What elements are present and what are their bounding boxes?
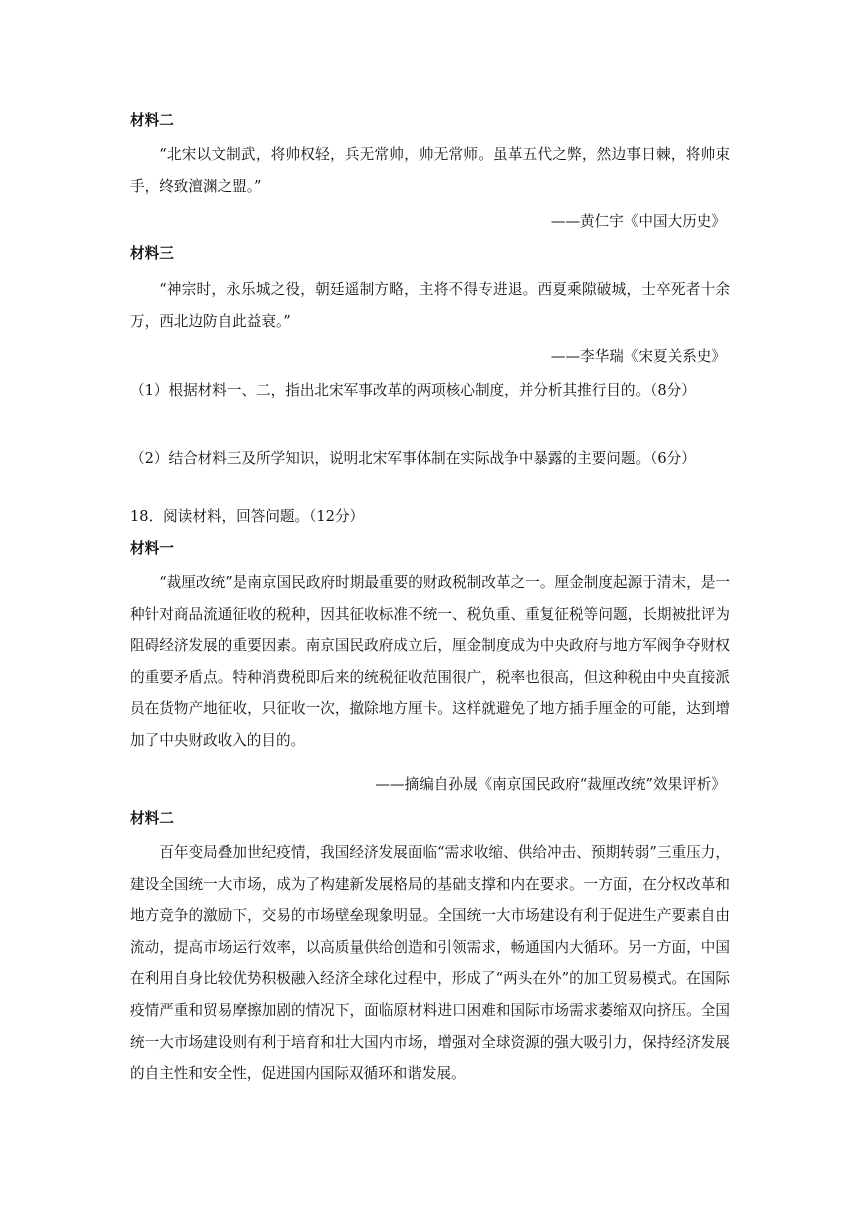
q18-material-1-text: “裁厘改统”是南京国民政府时期最重要的财政税制改革之一。厘金制度起源于清末，是一种针对商品流通征收的税种，因其征收标准不统一、税负重、重复征税等问题，长期被批评为阻碍经济发展的重要因素。南京国民政府成立后，厘金制度成为中央政府与地方军阀争夺财权的重要矛盾点。特种消费税即后来的统税征收范围很广，税率也很高，但这种税由中央直接派员在货物产地征收，只征收一次，撤除地方厘卡。这样就避免了地方插手厘金的可能，达到增加了中央财政收入的目的。 — [130, 574, 730, 749]
q18-material-2-heading: 材料二 — [130, 810, 174, 827]
material-3-text: “神宗时，永乐城之役，朝廷遥制方略，主将不得专进退。西夏乘隙破城，士卒死者十余万，西北边防自此益衰。” — [130, 281, 730, 330]
q18-material-1-heading: 材料一 — [130, 540, 174, 557]
question-17-1: （1）根据材料一、二，指出北宋军事改革的两项核心制度，并分析其推行目的。（8分） — [130, 382, 696, 399]
question-17-2: （2）结合材料三及所学知识，说明北宋军事体制在实际战争中暴露的主要问题。（6分） — [130, 450, 696, 467]
material-2-heading: 材料二 — [130, 112, 174, 129]
material-3-heading: 材料三 — [130, 245, 174, 262]
material-3-source: ——李华瑞《宋夏关系史》 — [550, 348, 726, 365]
material-2-text: “北宋以文制武，将帅权轻，兵无常帅，帅无常师。虽革五代之弊，然边事日棘，将帅束手，终致澶渊之盟。” — [130, 146, 730, 195]
q18-material-1-source: ——摘编自孙晟《南京国民政府“裁厘改统”效果评析》 — [375, 776, 726, 793]
question-18-title: 18．阅读材料，回答问题。（12分） — [130, 508, 365, 525]
material-2-source: ——黄仁宇《中国大历史》 — [550, 213, 726, 230]
q18-material-2-text: 百年变局叠加世纪疫情，我国经济发展面临“需求收缩、供给冲击、预期转弱”三重压力，建设全国统一大市场，成为了构建新发展格局的基础支撑和内在要求。一方面，在分权改革和地方竞争的激励下，交易的市场壁垒现象明显。全国统一大市场建设有利于促进生产要素自由流动，提高市场运行效率，以高质量供给创造和引领需求，畅通国内大循环。另一方面，中国在利用自身比较优势积极融入经济全球化过程中，形成了“两头在外”的加工贸易模式。在国际疫情严重和贸易摩擦加剧的情况下，面临原材料进口困难和国际市场需求萎缩双向挤压。全国统一大市场建设则有利于培育和壮大国内市场，增强对全球资源的强大吸引力，保持经济发展的自主性和安全性，促进国内国际双循环和谐发展。 — [130, 844, 730, 1083]
